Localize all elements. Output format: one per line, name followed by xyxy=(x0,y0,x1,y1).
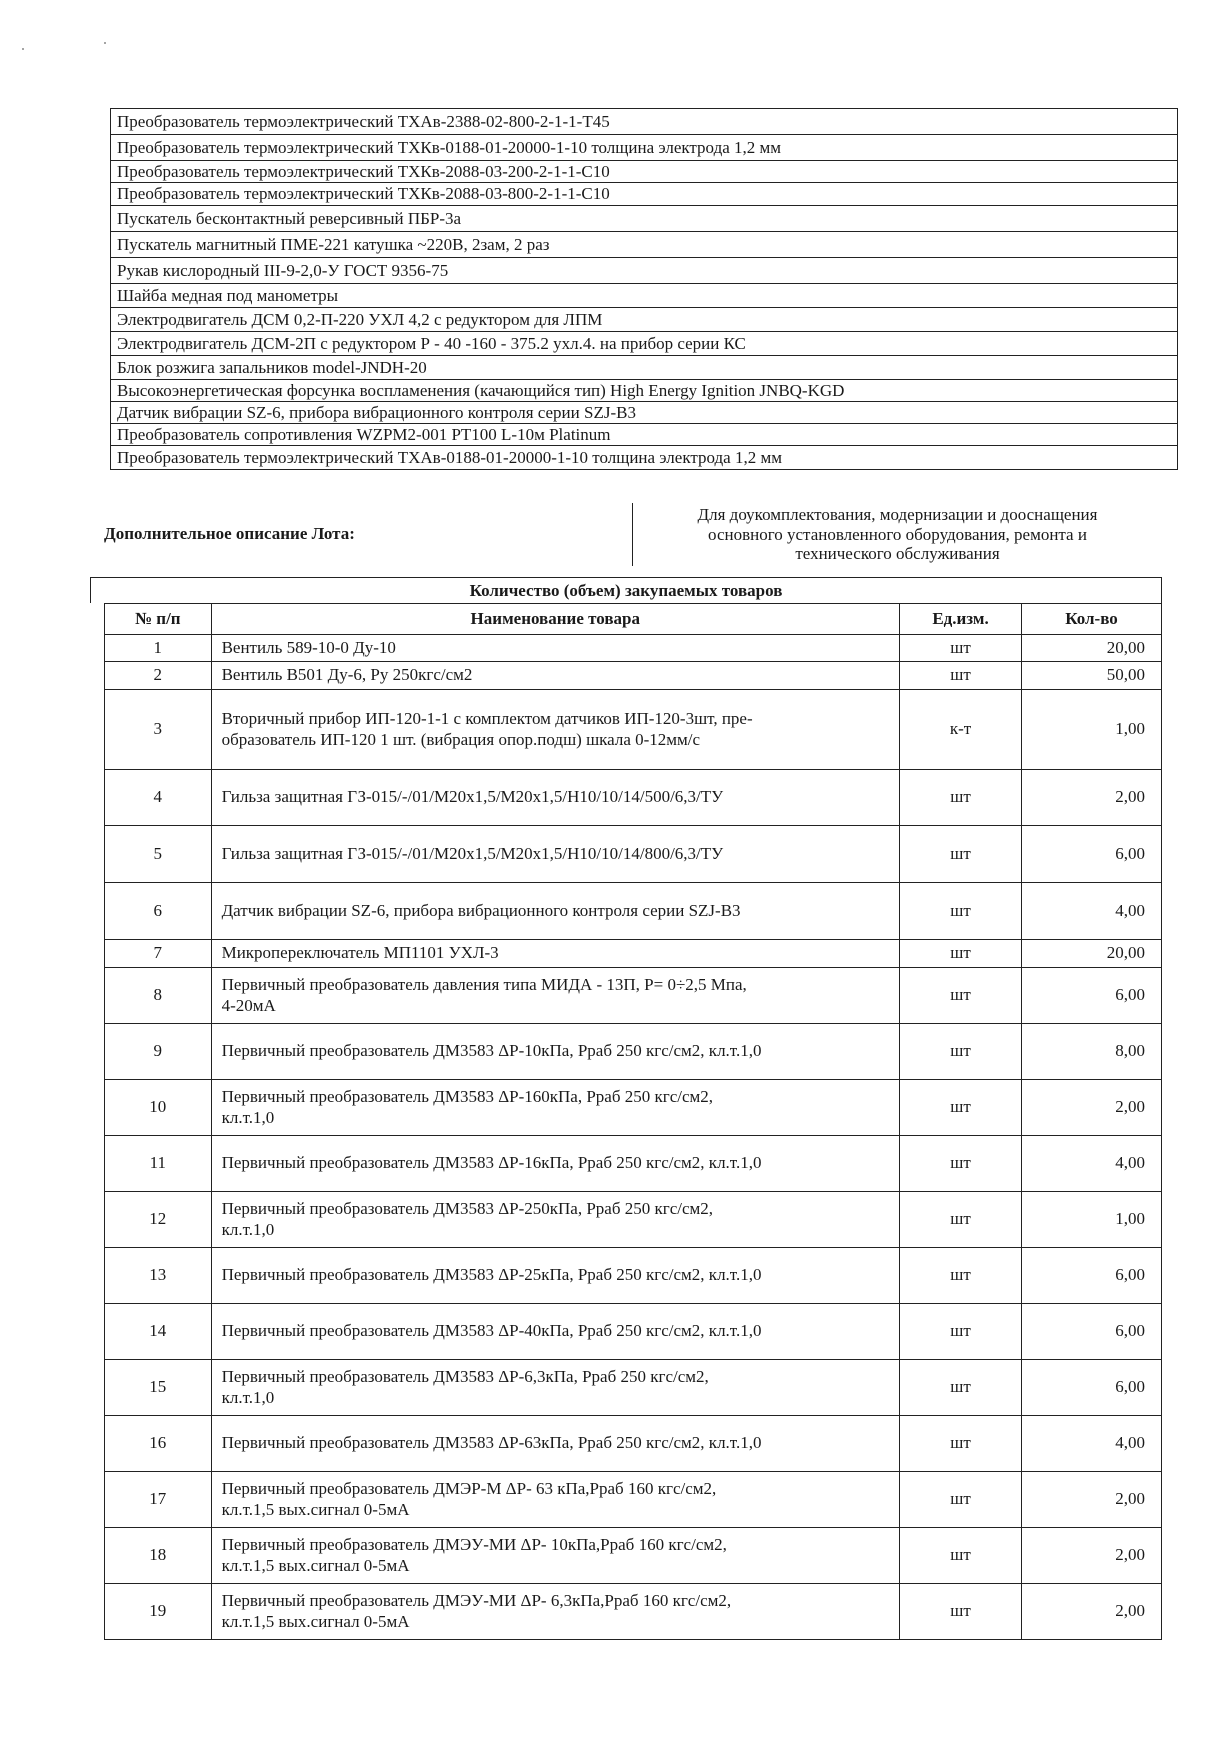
goods-row-qty: 1,00 xyxy=(1022,690,1162,770)
goods-row-unit: шт xyxy=(899,940,1021,968)
top-item-text: Высокоэнергетическая форсунка воспламенения (качающийся тип) High Energy Ignition JNBQ-KGD xyxy=(111,380,1178,402)
goods-row-name xyxy=(211,690,899,770)
goods-row-name-line: кл.т.1,5 вых.сигнал 0-5мА xyxy=(221,1499,410,1519)
goods-row-unit: шт xyxy=(899,635,1021,662)
goods-row-name xyxy=(211,1248,899,1304)
goods-row-unit: шт xyxy=(899,1136,1021,1192)
goods-row xyxy=(105,1136,1162,1192)
top-items-table xyxy=(110,108,1178,470)
top-item-text: Пускатель бесконтактный реверсивный ПБР-3а xyxy=(111,206,1178,232)
top-item-row xyxy=(111,446,1178,470)
goods-row-name-line: Гильза защитная ГЗ-015/-/01/М20х1,5/М20х1,5/Н10/10/14/500/6,3/ТУ xyxy=(221,787,724,807)
goods-row xyxy=(105,883,1162,940)
goods-row-name xyxy=(211,1024,899,1080)
top-item-text: Шайба медная под манометры xyxy=(111,284,1178,308)
goods-row-name-line: Первичный преобразователь ДМ3583 ΔР-25кПа, Рраб 250 кгс/см2, кл.т.1,0 xyxy=(221,1265,762,1285)
top-item-row xyxy=(111,135,1178,161)
top-item-text: Электродвигатель ДСМ 0,2-П-220 УХЛ 4,2 с редуктором для ЛПМ xyxy=(111,308,1178,332)
goods-row-num: 12 xyxy=(105,1192,212,1248)
header-qty: Кол-во xyxy=(1022,604,1162,635)
goods-row-name-line: Первичный преобразователь ДМ3583 ΔР-40кПа, Рраб 250 кгс/см2, кл.т.1,0 xyxy=(221,1321,762,1341)
goods-row xyxy=(105,1416,1162,1472)
goods-row xyxy=(105,1080,1162,1136)
goods-row-name-line: Вторичный прибор ИП-120-1-1 с комплектом датчиков ИП-120-3шт, пре- xyxy=(221,709,753,729)
goods-row-name-line: кл.т.1,5 вых.сигнал 0-5мА xyxy=(221,1611,410,1631)
lot-description-line: технического обслуживания xyxy=(795,544,1000,564)
lot-description-line: основного установленного оборудования, ремонта и xyxy=(708,524,1087,544)
goods-row-name xyxy=(211,1584,899,1640)
goods-row-num: 10 xyxy=(105,1080,212,1136)
goods-row-unit: шт xyxy=(899,968,1021,1024)
scan-speck xyxy=(104,42,106,44)
goods-row-num: 1 xyxy=(105,635,212,662)
goods-row-qty: 2,00 xyxy=(1022,770,1162,826)
goods-row xyxy=(105,968,1162,1024)
goods-row-num: 8 xyxy=(105,968,212,1024)
goods-row-unit: шт xyxy=(899,1584,1021,1640)
top-item-row xyxy=(111,232,1178,258)
goods-row-qty: 1,00 xyxy=(1022,1192,1162,1248)
goods-row-unit: шт xyxy=(899,1528,1021,1584)
top-item-text: Преобразователь сопротивления WZPM2-001 PT100 L-10м Platinum xyxy=(111,424,1178,446)
goods-row-qty: 2,00 xyxy=(1022,1584,1162,1640)
goods-row xyxy=(105,770,1162,826)
goods-row-name xyxy=(211,770,899,826)
goods-row-name-line: кл.т.1,0 xyxy=(221,1107,275,1127)
top-item-row xyxy=(111,161,1178,183)
goods-row-num: 3 xyxy=(105,690,212,770)
goods-row xyxy=(105,1192,1162,1248)
goods-row-name xyxy=(211,1472,899,1528)
top-item-text: Преобразователь термоэлектрический ТХАв-0188-01-20000-1-10 толщина электрода 1,2 мм xyxy=(111,446,1178,470)
goods-row-unit: шт xyxy=(899,1024,1021,1080)
goods-row-num: 16 xyxy=(105,1416,212,1472)
top-item-row xyxy=(111,109,1178,135)
goods-row-qty: 4,00 xyxy=(1022,883,1162,940)
goods-row-name-line: Микропереключатель МП1101 УХЛ-3 xyxy=(221,943,499,963)
goods-row-qty: 6,00 xyxy=(1022,1248,1162,1304)
goods-row-unit: шт xyxy=(899,826,1021,883)
goods-row-unit: шт xyxy=(899,1360,1021,1416)
top-item-row xyxy=(111,356,1178,380)
goods-row-qty: 6,00 xyxy=(1022,1360,1162,1416)
goods-row-unit: шт xyxy=(899,770,1021,826)
goods-row-num: 13 xyxy=(105,1248,212,1304)
goods-row-name xyxy=(211,940,899,968)
header-unit: Ед.изм. xyxy=(899,604,1021,635)
goods-row-unit: шт xyxy=(899,1248,1021,1304)
goods-row-name-line: кл.т.1,5 вых.сигнал 0-5мА xyxy=(221,1555,410,1575)
top-item-text: Преобразователь термоэлектрический ТХКв-2088-03-200-2-1-1-С10 xyxy=(111,161,1178,183)
top-item-row xyxy=(111,424,1178,446)
goods-row-name xyxy=(211,662,899,690)
goods-row-num: 5 xyxy=(105,826,212,883)
goods-row-unit: шт xyxy=(899,883,1021,940)
goods-body xyxy=(105,635,1162,1640)
goods-row-num: 9 xyxy=(105,1024,212,1080)
lot-description-line: Для доукомплектования, модернизации и дооснащения xyxy=(697,505,1098,524)
goods-row-unit: к-т xyxy=(899,690,1021,770)
goods-row-name-line: Первичный преобразователь ДМ3583 ΔР-6,3кПа, Рраб 250 кгс/см2, xyxy=(221,1367,709,1387)
top-item-text: Преобразователь термоэлектрический ТХАв-2388-02-800-2-1-1-Т45 xyxy=(111,109,1178,135)
goods-row-name xyxy=(211,1136,899,1192)
goods-row-name xyxy=(211,968,899,1024)
top-item-row xyxy=(111,380,1178,402)
goods-row-num: 2 xyxy=(105,662,212,690)
goods-header-row xyxy=(105,604,1162,635)
goods-row-unit: шт xyxy=(899,662,1021,690)
top-item-row xyxy=(111,183,1178,206)
goods-row-qty: 4,00 xyxy=(1022,1416,1162,1472)
goods-row-qty: 6,00 xyxy=(1022,968,1162,1024)
goods-row-name-line: Первичный преобразователь ДМ3583 ΔР-250кПа, Рраб 250 кгс/см2, xyxy=(221,1199,714,1219)
scan-speck xyxy=(22,48,24,50)
goods-row-qty: 6,00 xyxy=(1022,826,1162,883)
goods-row-num: 6 xyxy=(105,883,212,940)
goods-row-num: 17 xyxy=(105,1472,212,1528)
goods-row xyxy=(105,662,1162,690)
goods-row-name xyxy=(211,635,899,662)
top-item-text: Рукав кислородный III-9-2,0-У ГОСТ 9356-75 xyxy=(111,258,1178,284)
goods-row-name-line: Первичный преобразователь ДМ3583 ΔР-63кПа, Рраб 250 кгс/см2, кл.т.1,0 xyxy=(221,1433,762,1453)
goods-row-num: 4 xyxy=(105,770,212,826)
goods-row xyxy=(105,1304,1162,1360)
goods-row xyxy=(105,940,1162,968)
goods-row-qty: 8,00 xyxy=(1022,1024,1162,1080)
goods-row-name-line: Первичный преобразователь давления типа МИДА - 13П, Р= 0÷2,5 Мпа, xyxy=(221,975,747,995)
top-items-body xyxy=(111,109,1178,470)
goods-row xyxy=(105,690,1162,770)
goods-row-qty: 50,00 xyxy=(1022,662,1162,690)
goods-row-name-line: кл.т.1,0 xyxy=(221,1219,275,1239)
goods-row-qty: 2,00 xyxy=(1022,1080,1162,1136)
goods-row-qty: 20,00 xyxy=(1022,940,1162,968)
goods-row-name xyxy=(211,1528,899,1584)
goods-row-unit: шт xyxy=(899,1080,1021,1136)
goods-row xyxy=(105,1528,1162,1584)
goods-row xyxy=(105,1024,1162,1080)
top-item-text: Преобразователь термоэлектрический ТХКв-2088-03-800-2-1-1-С10 xyxy=(111,183,1178,206)
goods-row-qty: 2,00 xyxy=(1022,1528,1162,1584)
lot-description-block xyxy=(90,503,1162,566)
goods-row-qty: 20,00 xyxy=(1022,635,1162,662)
goods-row-unit: шт xyxy=(899,1304,1021,1360)
top-item-text: Электродвигатель ДСМ-2П с редуктором Р - 40 -160 - 375.2 ухл.4. на прибор серии КС xyxy=(111,332,1178,356)
goods-row-name xyxy=(211,1080,899,1136)
lot-description-value xyxy=(633,503,1163,566)
goods-row-unit: шт xyxy=(899,1192,1021,1248)
goods-row xyxy=(105,826,1162,883)
top-item-text: Преобразователь термоэлектрический ТХКв-0188-01-20000-1-10 толщина электрода 1,2 мм xyxy=(111,135,1178,161)
goods-table xyxy=(104,603,1162,1640)
top-item-row xyxy=(111,308,1178,332)
goods-row-name xyxy=(211,1304,899,1360)
goods-row-name-line: Первичный преобразователь ДМЭУ-МИ ΔР- 6,3кПа,Рраб 160 кгс/см2, xyxy=(221,1591,732,1611)
goods-row-name-line: Первичный преобразователь ДМ3583 ΔР-160кПа, Рраб 250 кгс/см2, xyxy=(221,1087,714,1107)
top-item-text: Датчик вибрации SZ-6, прибора вибрационного контроля серии SZJ-B3 xyxy=(111,402,1178,424)
goods-row-num: 11 xyxy=(105,1136,212,1192)
top-item-text: Пускатель магнитный ПМЕ-221 катушка ~220В, 2зам, 2 раз xyxy=(111,232,1178,258)
goods-row-name-line: Датчик вибрации SZ-6, прибора вибрационного контроля серии SZJ-B3 xyxy=(221,900,741,920)
goods-row-name xyxy=(211,826,899,883)
top-item-row xyxy=(111,258,1178,284)
goods-row-name-line: Вентиль В501 Ду-6, Ру 250кгс/см2 xyxy=(221,665,473,685)
goods-row-qty: 4,00 xyxy=(1022,1136,1162,1192)
goods-row-name-line: Первичный преобразователь ДМ3583 ΔР-10кПа, Рраб 250 кгс/см2, кл.т.1,0 xyxy=(221,1041,762,1061)
goods-row-qty: 6,00 xyxy=(1022,1304,1162,1360)
goods-row-qty: 2,00 xyxy=(1022,1472,1162,1528)
top-item-row xyxy=(111,402,1178,424)
goods-row-name-line: Первичный преобразователь ДМЭУ-МИ ΔР- 10кПа,Рраб 160 кгс/см2, xyxy=(221,1535,727,1555)
goods-row-name xyxy=(211,883,899,940)
goods-row-name-line: Первичный преобразователь ДМ3583 ΔР-16кПа, Рраб 250 кгс/см2, кл.т.1,0 xyxy=(221,1153,762,1173)
goods-row-name xyxy=(211,1192,899,1248)
goods-row-name-line: Вентиль 589-10-0 Ду-10 xyxy=(221,637,396,657)
header-name: Наименование товара xyxy=(211,604,899,635)
goods-row-unit: шт xyxy=(899,1472,1021,1528)
header-num: № п/п xyxy=(105,604,212,635)
goods-row xyxy=(105,1584,1162,1640)
top-item-row xyxy=(111,332,1178,356)
goods-row-name-line: Первичный преобразователь ДМЭР-М ΔР- 63 кПа,Рраб 160 кгс/см2, xyxy=(221,1479,717,1499)
goods-row-num: 15 xyxy=(105,1360,212,1416)
goods-row xyxy=(105,635,1162,662)
quantity-section-title: Количество (объем) закупаемых товаров xyxy=(90,577,1162,603)
goods-row-name xyxy=(211,1360,899,1416)
goods-row-name-line: Гильза защитная ГЗ-015/-/01/М20х1,5/М20х1,5/Н10/10/14/800/6,3/ТУ xyxy=(221,843,724,863)
goods-row-name-line: 4-20мА xyxy=(221,995,276,1015)
goods-row-name xyxy=(211,1416,899,1472)
lot-description-label: Дополнительное описание Лота: xyxy=(104,524,355,544)
goods-row-name-line: кл.т.1,0 xyxy=(221,1387,275,1407)
goods-row xyxy=(105,1472,1162,1528)
goods-row-num: 18 xyxy=(105,1528,212,1584)
goods-row xyxy=(105,1248,1162,1304)
top-item-text: Блок розжига запальников model-JNDH-20 xyxy=(111,356,1178,380)
top-item-row xyxy=(111,206,1178,232)
goods-row-num: 14 xyxy=(105,1304,212,1360)
goods-row-unit: шт xyxy=(899,1416,1021,1472)
lot-description-row xyxy=(90,503,1162,566)
top-item-row xyxy=(111,284,1178,308)
goods-row-num: 19 xyxy=(105,1584,212,1640)
goods-row-num: 7 xyxy=(105,940,212,968)
goods-row xyxy=(105,1360,1162,1416)
goods-row-name-line: образователь ИП-120 1 шт. (вибрация опор.подш) шкала 0-12мм/с xyxy=(221,729,701,749)
